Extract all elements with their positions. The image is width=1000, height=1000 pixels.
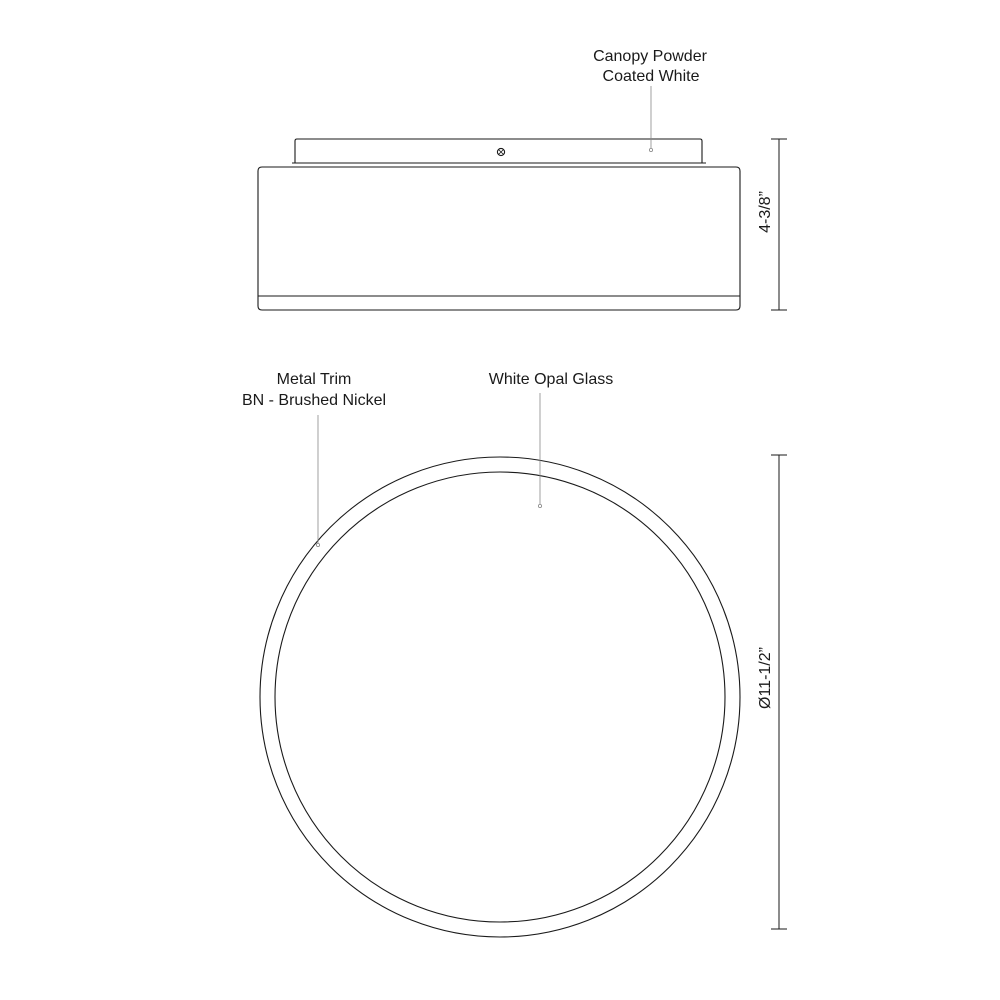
drum-body-outline [258,167,740,310]
trim-leader [316,415,319,547]
bottom-view [260,457,740,937]
trim-outer-circle [260,457,740,937]
trim-label-line2: BN - Brushed Nickel [241,392,387,409]
canopy-leader [649,86,652,152]
height-dimension-text: 4-3/8” [757,191,774,233]
glass-label: White Opal Glass [488,371,614,388]
glass-inner-circle [275,472,725,922]
glass-leader [538,393,541,508]
canopy-label-line2: Coated White [602,68,700,85]
diameter-dimension-text: Ø11-1/2” [757,647,774,709]
canopy-label-line1: Canopy Powder [593,48,707,65]
canopy-outline [295,139,702,163]
side-view [258,139,740,310]
trim-label-line1: Metal Trim [276,371,352,388]
